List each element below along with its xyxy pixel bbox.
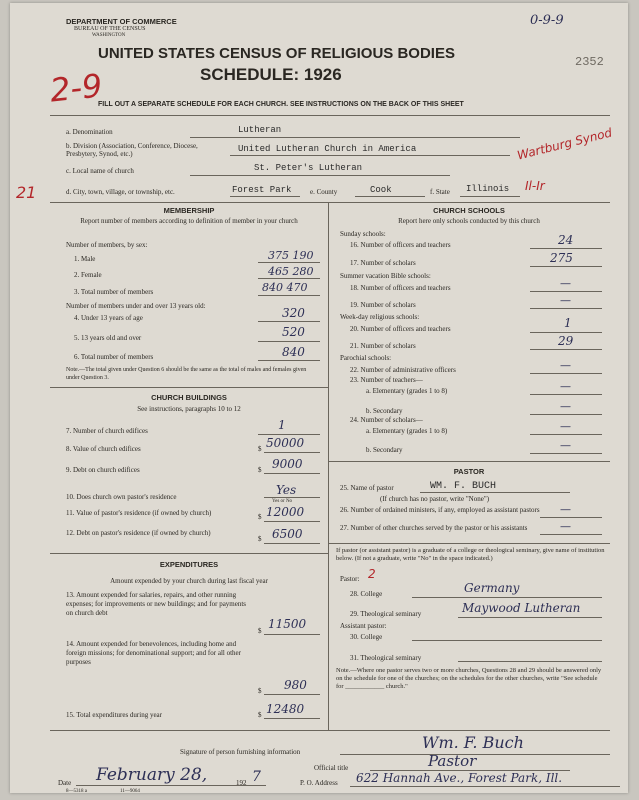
expenditures-title: EXPENDITURES (159, 560, 219, 569)
q16-label: 16. Number of officers and teachers (350, 241, 451, 249)
q21-label: 21. Number of scholars (350, 342, 416, 350)
department-label: DEPARTMENT OF COMMERCE (66, 17, 177, 26)
q8-dollar: $ (258, 445, 262, 453)
q23b-value: — (560, 400, 571, 413)
print-code-2: 11—9064 (120, 789, 140, 794)
q11-label: 11. Value of pastor's residence (if owned by church) (66, 509, 212, 517)
q11-dollar: $ (258, 513, 262, 521)
q22-label: 22. Number of administrative officers (350, 366, 456, 374)
q17-value: 275 (550, 251, 573, 265)
q2-label: 2. Female (74, 271, 102, 279)
stamp-code: 0-9-9 (530, 13, 564, 28)
address-value: 622 Hannah Ave., Forest Park, Ill. (356, 771, 563, 785)
q23a-value: — (560, 380, 571, 393)
q14-value: 980 (284, 678, 307, 692)
q25-note: (If church has no pastor, write "None") (380, 495, 490, 503)
q10-value: Yes (276, 483, 297, 497)
membership-note: Note.—The total given under Question 6 should be the same as the total of males and females given under Question 3. (66, 367, 307, 381)
q18-label: 18. Number of officers and teachers (350, 284, 451, 292)
q14-dollar: $ (258, 687, 262, 695)
q25-label: 25. Name of pastor (340, 484, 394, 492)
q1-label: 1. Male (74, 255, 96, 263)
census-schedule-page (10, 3, 628, 793)
q28-label: 28. College (350, 590, 383, 598)
membership-title: MEMBERSHIP (163, 206, 215, 215)
q12-label: 12. Debt on pastor's residence (if owned by church) (66, 529, 211, 537)
weekday-label: Week-day religious schools: (340, 313, 420, 321)
q4-label: 4. Under 13 years of age (74, 314, 143, 322)
state-value: Illinois (466, 184, 510, 194)
date-label: Date (58, 779, 72, 787)
q16-value: 24 (558, 233, 574, 247)
denomination-label: a. Denomination (66, 128, 113, 136)
q6-label: 6. Total number of members (74, 353, 154, 361)
serial-number: 2352 (575, 55, 604, 69)
q10-label: 10. Does church own pastor's residence (66, 493, 177, 501)
q29-label: 29. Theological seminary (350, 610, 422, 618)
signature-label: Signature of person furnishing information (180, 748, 301, 756)
q9-value: 9000 (272, 457, 303, 471)
age-intro: Number of members under and over 13 years old: (66, 302, 206, 310)
q21-value: 29 (558, 334, 574, 348)
city-field-value: Forest Park (232, 185, 292, 195)
division-label: b. Division (Association, Conference, Diocese, Presbytery, Synod, etc.) (66, 142, 198, 158)
q10-options: Yes or No (272, 499, 293, 504)
q1-value: 375 190 (268, 249, 314, 262)
q22-value: — (560, 359, 571, 372)
state-note: Il-Ir (525, 179, 545, 193)
q7-value: 1 (278, 418, 286, 432)
parochial-label: Parochial schools: (340, 354, 392, 362)
q24a-value: — (560, 420, 571, 433)
summer-label: Summer vacation Bible schools: (340, 272, 431, 280)
q14-label: 14. Amount expended for benevolences, including home and foreign missions; for denominational support; and for all other purposes (66, 640, 241, 666)
q13-label: 13. Amount expended for salaries, repairs, and other running expenses; for improvements or new buildings; and for payments on church debt (66, 591, 247, 617)
q15-value: 12480 (266, 702, 305, 716)
q23a-label: a. Elementary (grades 1 to 8) (366, 387, 448, 395)
year-value: 7 (252, 769, 261, 785)
print-code: 8—5318 a (66, 789, 87, 794)
form-title: UNITED STATES CENSUS OF RELIGIOUS BODIES (98, 45, 455, 62)
q23-label: 23. Number of teachers— (350, 376, 423, 384)
q12-dollar: $ (258, 535, 262, 543)
q27-label: 27. Number of other churches served by the pastor or his assistants (340, 524, 528, 532)
county-value: Cook (370, 185, 392, 195)
q7-label: 7. Number of church edifices (66, 427, 148, 435)
year-prefix: 192 (236, 779, 247, 787)
q3-value: 840 470 (262, 281, 308, 294)
q26-label: 26. Number of ordained ministers, if any, employed as assistant pastors (340, 506, 540, 514)
official-title-value: Pastor (428, 752, 477, 770)
q30-label: 30. College (350, 633, 383, 641)
pastor-label: Pastor: (340, 575, 360, 583)
q19-label: 19. Number of scholars (350, 301, 416, 309)
q4-value: 320 (282, 306, 305, 320)
q5-label: 5. 13 years old and over (74, 334, 142, 342)
q3-label: 3. Total number of members (74, 288, 154, 296)
pastor-note: Note.—Where one pastor serves two or more churches, Questions 28 and 29 should be answered only on the schedule for one of the churches; on the schedules for the other churches, write "See schedule for ____________ church." (336, 667, 602, 690)
q29-value: Maywood Lutheran (462, 601, 581, 615)
q24-label: 24. Number of scholars— (350, 416, 423, 424)
assistant-label: Assistant pastor: (340, 622, 387, 630)
sunday-label: Sunday schools: (340, 230, 386, 238)
q6-value: 840 (282, 345, 305, 359)
q13-value: 11500 (268, 617, 307, 631)
q31-label: 31. Theological seminary (350, 654, 422, 662)
q24b-value: — (560, 439, 571, 452)
instruction-line: FILL OUT A SEPARATE SCHEDULE FOR EACH CHURCH. SEE INSTRUCTIONS ON THE BACK OF THIS SHEET (98, 101, 464, 108)
official-title-label: Official title (314, 764, 349, 772)
q13-dollar: $ (258, 627, 262, 635)
pastor-mark: 2 (368, 567, 376, 581)
buildings-title: CHURCH BUILDINGS (151, 393, 227, 402)
church-name-value: St. Peter's Lutheran (254, 163, 363, 173)
q20-value: 1 (564, 316, 572, 330)
city-label: WASHINGTON (92, 33, 126, 38)
q23b-label: b. Secondary (366, 407, 403, 415)
state-label: f. State (430, 188, 450, 196)
q8-value: 50000 (266, 436, 305, 450)
graduate-intro: If pastor (or assistant pastor) is a graduate of a college or theological seminary, give name of institution below. (If not a graduate, write "No" in the space indicated.) (336, 547, 605, 562)
membership-intro: Report number of members according to definition of member in your church (80, 217, 298, 225)
q15-label: 15. Total expenditures during year (66, 711, 162, 719)
q9-label: 9. Debt on church edifices (66, 466, 140, 474)
q20-label: 20. Number of officers and teachers (350, 325, 451, 333)
q24b-label: b. Secondary (366, 446, 403, 454)
signature-value: Wm. F. Buch (422, 733, 524, 752)
q19-value: — (560, 294, 571, 307)
pastor-title: PASTOR (453, 467, 485, 476)
q26-value: — (560, 503, 571, 516)
q17-label: 17. Number of scholars (350, 259, 416, 267)
buildings-intro: See instructions, paragraphs 10 to 12 (137, 405, 241, 413)
q8-label: 8. Value of church edifices (66, 445, 141, 453)
q2-value: 465 280 (268, 265, 314, 278)
address-label: P. O. Address (300, 779, 338, 787)
city-field-label: d. City, town, village, or township, etc. (66, 188, 175, 196)
red-mark: 2-9 (48, 66, 105, 110)
side-mark: 21 (16, 183, 37, 202)
q28-value: Germany (464, 581, 520, 595)
synod-note: Wartburg Synod (515, 125, 614, 163)
county-label: e. County (310, 188, 338, 196)
division-value: United Lutheran Church in America (238, 144, 417, 154)
q25-value: WM. F. BUCH (430, 481, 497, 492)
denomination-value: Lutheran (238, 125, 282, 135)
q24a-label: a. Elementary (grades 1 to 8) (366, 427, 448, 435)
bureau-label: BUREAU OF THE CENSUS (74, 26, 146, 32)
expenditures-intro: Amount expended by your church during last fiscal year (110, 577, 268, 585)
schools-title: CHURCH SCHOOLS (433, 206, 505, 215)
schedule-title: SCHEDULE: 1926 (200, 65, 342, 84)
q5-value: 520 (282, 325, 305, 339)
schools-intro: Report here only schools conducted by this church (398, 217, 540, 225)
date-value: February 28, (96, 765, 208, 785)
q11-value: 12000 (266, 505, 305, 519)
q27-value: — (560, 520, 571, 533)
q15-dollar: $ (258, 711, 262, 719)
q12-value: 6500 (272, 527, 303, 541)
by-sex-label: Number of members, by sex: (66, 241, 148, 249)
q18-value: — (560, 277, 571, 290)
church-name-label: c. Local name of church (66, 167, 134, 175)
q9-dollar: $ (258, 466, 262, 474)
